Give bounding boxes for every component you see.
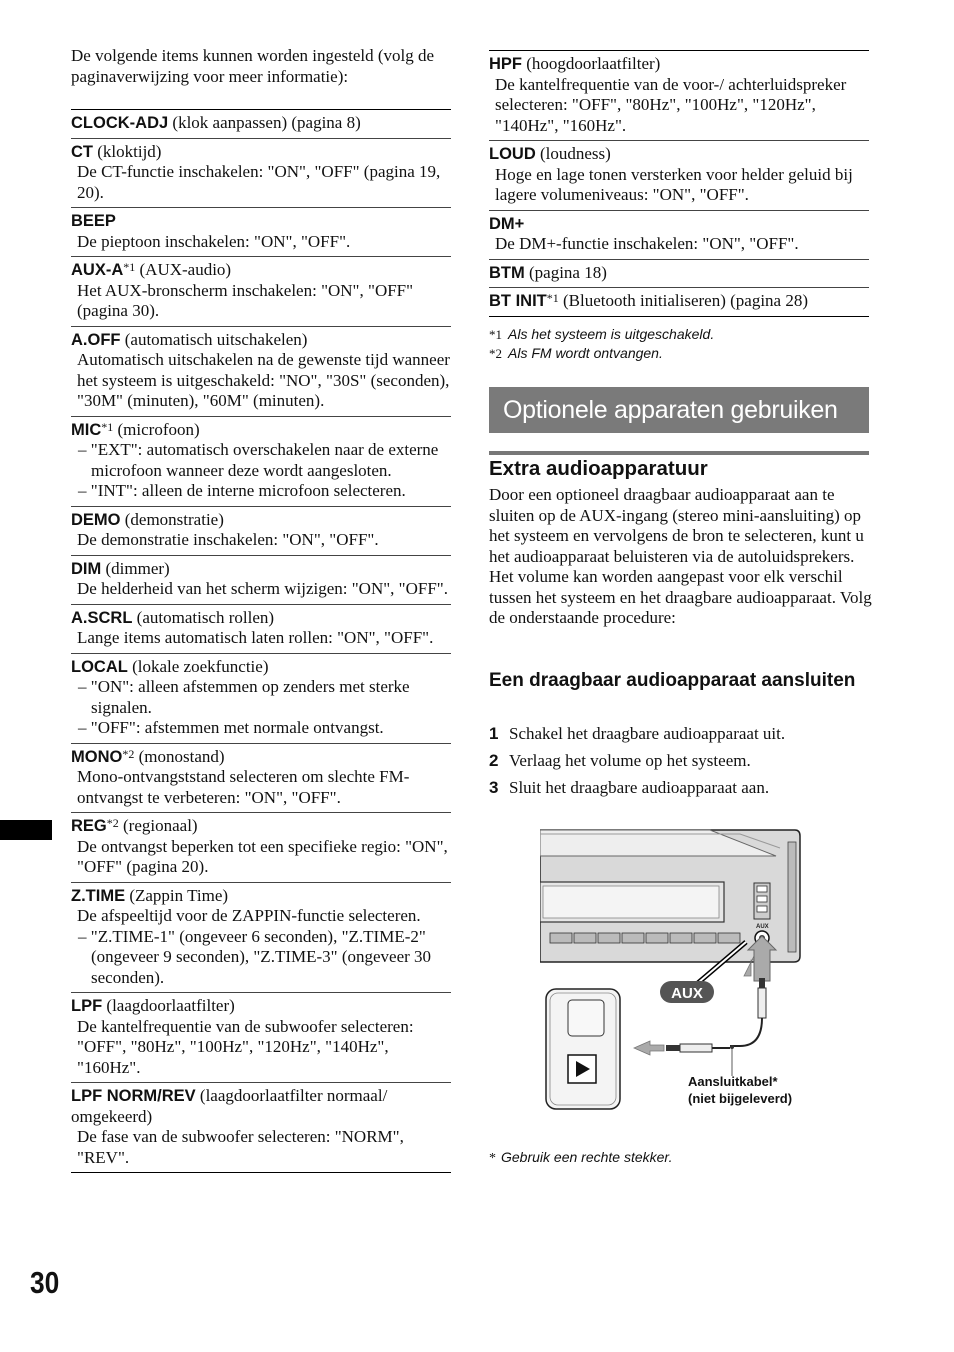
setting-header [71,142,451,163]
setting-label: (lokale zoekfunctie) [127,656,269,676]
setting-label: (laagdoorlaatfilter) [102,996,235,1015]
setting-label: (automatisch uitschakelen) [120,329,308,349]
plug-tip-icon [759,978,765,988]
setting-key: A.OFF [71,330,121,349]
setting-item [71,208,451,257]
section-tab-marker [0,820,52,840]
setting-item [71,1083,451,1173]
step-item: 1 Schakel het draagbare audioapparaat uit. [489,724,786,743]
page-number: 30 [30,1265,60,1300]
cable-label: Aansluitkabel* [688,1074,778,1089]
setting-item [71,744,451,814]
setting-item [71,507,451,556]
setting-key: MONO [71,747,123,766]
setting-key: CLOCK-ADJ [71,114,169,132]
setting-item [71,654,451,744]
setting-description: Automatisch uitschakelen na de gewenste tijd wanneer het systeem is uitgeschakeld: "NO", "30S" (seconden), "30M" (minuten), "60M" (minuten). [77,350,450,410]
setting-label: (dimmer) [101,558,170,578]
setting-description: De helderheid van het scherm wijzigen: "ON", "OFF". [77,579,448,598]
setting-header [489,291,869,312]
setting-item [489,141,869,211]
step-item: 2 Verlaag het volume op het systeem. [489,751,751,770]
setting-item [71,813,451,883]
setting-header [71,996,451,1017]
connection-illustration [540,826,805,1116]
settings-list-left [71,109,451,1173]
portable-player-illustration [546,989,620,1109]
setting-item [71,139,451,209]
figure-footnote: * Gebruik een rechte stekker. [489,1149,673,1166]
setting-key: LOCAL [71,657,128,676]
setting-item [489,51,869,141]
setting-item [71,556,451,605]
footnote: *2 Als FM wordt ontvangen. [489,345,663,361]
section-title: Optionele apparaten gebruiken [489,387,869,433]
setting-header [71,260,451,281]
setting-item [489,211,869,260]
procedure-title: Een draagbaar audioapparaat aansluiten [489,670,856,691]
footnote-ref: *1 [546,291,559,305]
setting-item [71,883,451,994]
footnote-ref: *1 [101,419,114,434]
setting-key: A.SCRL [71,608,133,627]
setting-description: De DM+-functie inschakelen: "ON", "OFF". [495,234,799,253]
setting-option: – "EXT": automatisch overschakelen naar de externe microfoon wanneer deze wordt aangesloten. [78,440,439,480]
setting-item [71,257,451,327]
body-paragraph: Door een optioneel draagbaar audioapparaat aan te sluiten op de AUX-ingang (stereo mini-aansluiting) op het systeem en vervolgens de bron te selecteren, kunt u het audioapparaat beluisteren via de autoluidsprekers. Het volume kan worden aangepast voor elk verschil tussen het systeem en het draagbare audioapparaat. Volg de onderstaande procedure: [489,485,872,627]
subsection-title: Extra audioapparatuur [489,457,708,480]
setting-description: Hoge en lage tonen versterken voor helder geluid bij lagere volumeniveaus: "ON", "OFF". [495,164,853,204]
aux-port-label: AUX [756,924,769,930]
setting-label: (laagdoorlaatfilter normaal/ omgekeerd) [71,1086,388,1126]
setting-header [489,263,869,284]
setting-label: (microfoon) [113,419,200,439]
setting-key: DEMO [71,510,121,529]
setting-key: BTM [489,263,525,282]
setting-key: MIC [71,420,102,439]
setting-item [71,417,451,507]
aux-badge-label: AUX [671,985,703,1002]
setting-item [489,288,869,317]
setting-item [71,327,451,417]
setting-key: BT INIT [489,292,547,310]
setting-key: AUX-A [71,261,124,279]
setting-key: DIM [71,559,102,578]
setting-description: De demonstratie inschakelen: "ON", "OFF". [77,530,379,549]
setting-header [489,214,869,235]
setting-label: (monostand) [134,746,225,766]
setting-description: De CT-functie inschakelen: "ON", "OFF" (pagina 19, 20). [77,162,441,202]
setting-label: (AUX-audio) [135,260,232,279]
footnote: *1 Als het systeem is uitgeschakeld. [489,326,715,342]
setting-description: De kantelfrequentie van de subwoofer selecteren: "OFF", "80Hz", "100Hz", "120Hz", "140Hz", "160Hz". [77,1016,414,1077]
setting-key: LPF [71,997,103,1015]
setting-key: CT [71,142,93,161]
setting-item [71,605,451,654]
footnote-ref: *2 [106,816,119,830]
setting-header [71,420,451,441]
setting-description: Lange items automatisch laten rollen: "ON", "OFF". [77,628,434,647]
setting-label: (regionaal) [118,816,198,835]
setting-description: De fase van de subwoofer selecteren: "NORM", "REV". [77,1127,404,1167]
setting-header [489,144,869,165]
setting-header [71,211,451,232]
setting-description: De kantelfrequentie van de voor-/ achterluidspreker selecteren: "OFF", "80Hz", "100Hz", "120Hz", "140Hz", "160Hz". [495,74,847,135]
setting-header [71,330,451,351]
footnote-ref: *2 [122,746,135,761]
section-divider [489,451,869,455]
setting-header [71,608,451,629]
settings-list-right [489,50,869,317]
setting-label: (kloktijd) [93,141,162,161]
setting-header [71,657,451,678]
setting-key: BEEP [71,212,116,230]
setting-description: De afspeeltijd voor de ZAPPIN-functie selecteren. [77,906,421,925]
footnote-ref: *1 [123,260,136,274]
footnotes [489,325,869,363]
setting-option: – "ON": alleen afstemmen op zenders met sterke signalen. [78,677,410,717]
setting-header [71,510,451,531]
setting-item [71,110,451,139]
setting-description: De pieptoon inschakelen: "ON", "OFF". [77,231,351,251]
setting-label: (loudness) [535,144,611,163]
setting-item [489,260,869,289]
setting-label: (pagina 18) [524,262,607,282]
setting-key: REG [71,817,107,835]
setting-description: De ontvangst beperken tot een specifieke regio: "ON", "OFF" (pagina 20). [77,836,448,876]
setting-header [71,1086,451,1127]
step-item: 3 Sluit het draagbare audioapparaat aan. [489,778,770,797]
setting-key: HPF [489,55,522,73]
setting-key: LOUD [489,145,536,163]
cable-line [730,1018,762,1046]
setting-label: (hoogdoorlaatfilter) [522,54,661,73]
arrow-left-icon [634,1041,664,1055]
setting-item [71,993,451,1083]
setting-label: (automatisch rollen) [132,607,275,627]
setting-label: (klok aanpassen) (pagina 8) [168,113,361,132]
setting-option: – "Z.TIME-1" (ongeveer 6 seconden), "Z.TIME-2" (ongeveer 9 seconden), "Z.TIME-3" (ongeveer 30 seconden). [78,926,432,987]
setting-header [71,559,451,580]
setting-key: DM+ [489,214,525,233]
setting-header [71,747,451,768]
setting-option: – "INT": alleen de interne microfoon selecteren. [78,481,406,500]
setting-header [71,886,451,907]
setting-label: (demonstratie) [120,509,224,529]
procedure-steps [489,724,869,805]
setting-header [71,816,451,837]
setting-description: Mono-ontvangststand selecteren om slechte FM-ontvangst te verbeteren: "ON", "OFF". [77,767,410,807]
connection-diagram [540,826,805,1116]
setting-label: (Zappin Time) [125,885,229,905]
intro-text: De volgende items kunnen worden ingesteld (volg de paginaverwijzing voor meer informatie): [71,46,435,86]
setting-key: LPF NORM/REV [71,1087,196,1105]
setting-description: Het AUX-bronscherm inschakelen: "ON", "OFF" (pagina 30). [77,280,414,320]
setting-key: Z.TIME [71,886,126,905]
setting-option: – "OFF": afstemmen met normale ontvangst. [78,718,384,737]
setting-header [489,54,869,75]
setting-label: (Bluetooth initialiseren) (pagina 28) [558,291,809,310]
cable-note: (niet bijgeleverd) [688,1091,793,1106]
setting-header [71,113,451,134]
